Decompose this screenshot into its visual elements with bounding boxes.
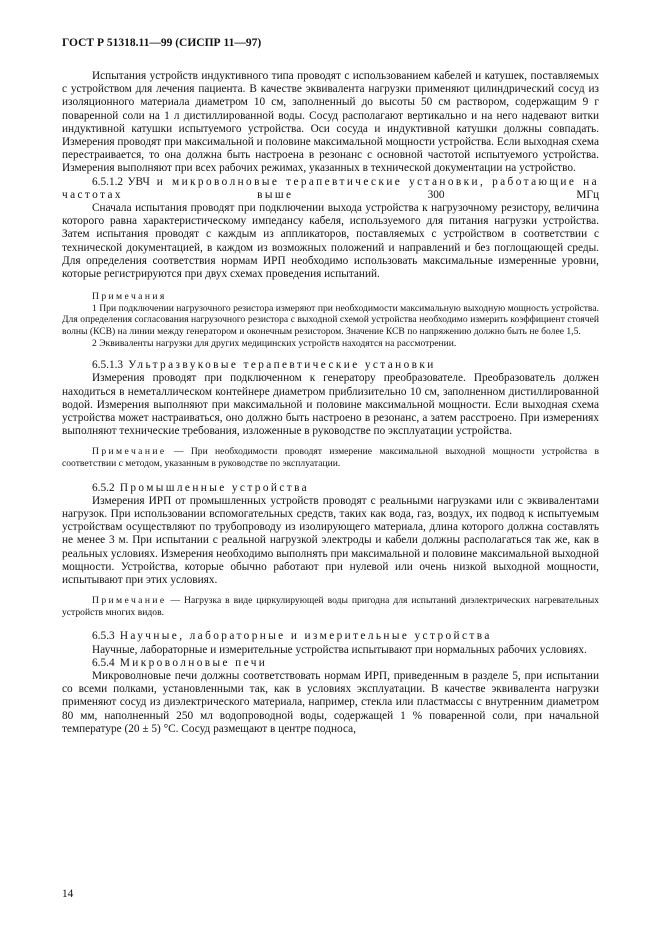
note-industrial [62,595,599,618]
notes-title: Примечания [92,291,167,303]
paragraph-inductive-devices: Испытания устройств индуктивного типа проводят с использованием кабелей и катушек, поставляемых с устройством для лечения пациента. В качестве эквивалента нагрузки применяют цилиндрический сосуд из изоляционного материала диаметром 10 см, заполненный до высоты 50 см раствором, содержащим 9 г поваренной соли на 1 л дистиллированной воды. Сосуд располагают вертикально и на него надевают витки индуктивной катушки испытуемого устройства. Оси сосуда и индуктивной катушки должны совпадать. Измерения проводят при максимальной и половине максимальной мощности устройства. Если выходная схема перестраивается, то она должна быть настроена в резонанс с основной частотой испытуемого устройства. Измерения выполняют при всех рабочих режимах, указанных в технической документации на устройство. [62,70,599,175]
paragraph-scientific-tests: Научные, лабораторные и измерительные устройства испытывают при нормальных рабочих условиях. [92,643,587,656]
heading-6-5-4 [62,657,599,670]
page-number: 14 [62,888,74,900]
heading-6-5-3 [62,630,599,643]
paragraph-microwave-ovens: Микроволновые печи должны соответствовать нормам ИРП, приведенным в разделе 5, при испытании со всеми полками, установленными так, как в условиях эксплуатации. В качестве эквивалента нагрузки применяют сосуд из диэлектрического материала, например, стекла или пластмассы с внутренним диаметром 80 мм, наполненный 250 мл водопроводной воды, содержащей 1 % поваренной соли, при начальной температуре (20 ± 5) °С. Сосуд размещают в центре подноса, [62,670,599,735]
heading-6-5-1-2 [62,176,599,202]
heading-number: 6.5.1.3 [92,359,124,372]
note-2: 2 Эквиваленты нагрузки для других медицинских устройств находятся на рассмотрении. [92,337,457,349]
note-label: Примечание [92,595,167,607]
paragraph-ultrasound-tests: Измерения проводят при подключенном к генератору преобразователе. Преобразователь должен находиться в неметаллическом контейнере диаметром приблизительно 10 см, заполненном дистиллированной водой. Измерения выполняют при максимальной и половине максимальной мощности. Если выходная схема устройства может настраиваться, оно должно быть настроено в резонанс, а затем расстроено. При измерениях выполняют технические требования, изложенные в руководстве по эксплуатации устройства. [62,372,599,438]
heading-title: Микроволновые печи [114,656,268,669]
heading-title: Промышленные устройства [114,481,310,494]
note-label: Примечание [92,446,167,458]
heading-tail: 300 МГц [427,188,599,201]
note-1: 1 При подключении нагрузочного резистора измеряют при необходимости максимальную выходную мощность устройства. Для определения согласования нагрузочного резистора с выходной схемой устройства необходимо измерить коэффициент стоячей волны (КСВ) на линии между генератором и оконечным резистором. Значение КСВ по напряжению должно быть не более 1,5. [62,302,599,338]
paragraph-uhf-tests: Сначала испытания проводят при подключении выхода устройства к нагрузочному резистору, величина которого равна характеристическому импедансу кабеля, используемого для питания нагрузки устройства. Затем испытания проводят с каждым из аппликаторов, поставляемых с устройством в соответствии с технической документацией, в каждом из возможных положений и направлений и без поглощающей среды. Для определения соответствия нормам ИРП необходимо использовать максимальные измеренные уровни, которые регистрируются при двух схемах проведения испытаний. [62,202,599,281]
heading-title: и микроволновые терапевтические установки, работающие на частотах выше [62,175,600,201]
paragraph-industrial-tests: Измерения ИРП от промышленных устройств проводят с реальными нагрузками или с эквивалентами нагрузок. При использовании вспомогательных средств, таких как вода, газ, воздух, их подвод к испытуемым устройствам осуществляют по трубопроводу из изолирующего материала, длина которого должна составлять не менее 3 м. При испытании с реальной нагрузкой электроды и кабели должны располагаться так же, как в реальных условиях. Измерения необходимо выполнять при максимальной и половине максимальной выходной мощности. Устройства, которые обычно работают при нулевой или очень низкой выходной мощности, испытывают при этих условиях. [62,494,599,587]
heading-6-5-2 [62,482,599,495]
page-body [62,70,599,736]
heading-title: Ультразвуковые терапевтические установки [123,359,436,372]
heading-number: 6.5.1.2 УВЧ [92,175,150,188]
heading-number: 6.5.2 [92,481,115,494]
note-text: — Нагрузка в виде циркулирующей воды пригодна для испытаний диэлектрических нагревательных устройств многих видов. [62,595,599,618]
heading-title: Научные, лабораторные и измерительные устройства [114,630,492,643]
heading-number: 6.5.3 [92,630,115,643]
page-header: ГОСТ Р 51318.11—99 (СИСПР 11—97) [62,37,262,49]
heading-6-5-1-3 [62,359,599,372]
note-text: — При необходимости проводят измерение максимальной выходной мощности устройства в соответствии с методом, указанным в руководстве по эксплуатации. [62,446,599,470]
heading-number: 6.5.4 [92,656,115,669]
note-ultrasound [62,446,599,469]
